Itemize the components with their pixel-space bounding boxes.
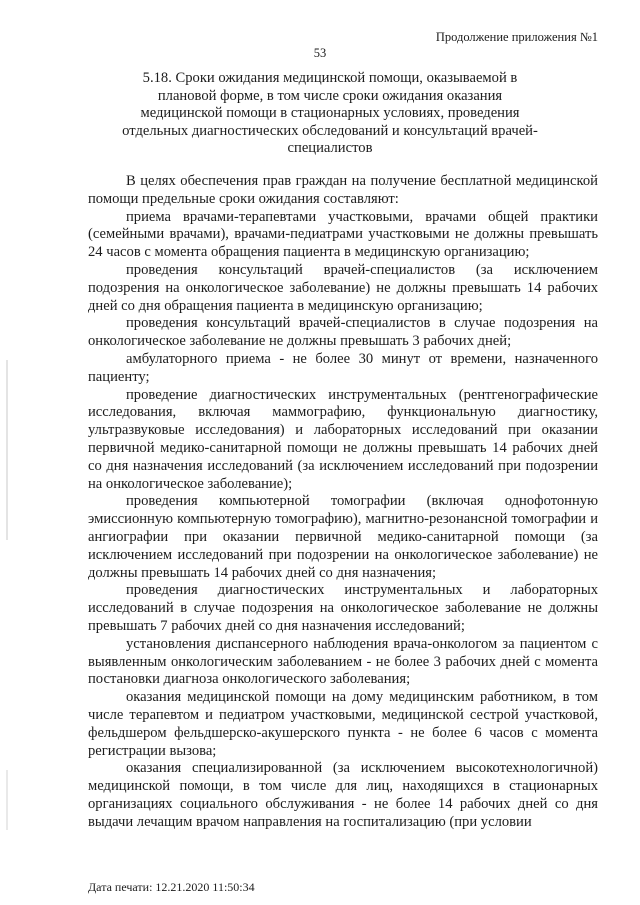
body-paragraph: проведения консультаций врачей-специалистов (за исключением подозрения на онкологическое заболевание) не должны превышать 14 рабочих дней со дня обращения пациента в медицинскую организацию; [88,261,598,314]
margin-scan-mark [6,360,8,540]
body-paragraph: проведения диагностических инструментальных и лабораторных исследований в случае подозрения на онкологическое заболевание не должны превышать 7 рабочих дней со дня назначения исследований; [88,582,598,634]
body-paragraph: проведение диагностических инструментальных (рентгенографические исследования, включая маммографию, функциональную диагностику, ультразвуковые исследования) и лабораторных исследований при оказании первичной медико-санитарной помощи не должны превышать 14 рабочих дней со дня назначения исследований (за исключением исследований при подозрении на онкологическое заболевание); [88,386,598,492]
body-paragraph: установления диспансерного наблюдения врача-онкологом за пациентом с выявленным онкологическим заболеванием - не более 3 рабочих дней с момента постановки диагноза онкологического заболевания; [88,635,598,688]
body-paragraph: проведения компьютерной томографии (включая однофотонную эмиссионную компьютерную томографию), магнитно-резонансной томографии и ангиографии при оказании первичной медико-санитарной помощи (за исключением исследований при подозрении на онкологическое заболевание) не должны превышать 14 рабочих дней со дня назначения; [88,493,598,581]
margin-scan-mark [6,770,8,830]
body-paragraph: оказания медицинской помощи на дому медицинским работником, в том числе терапевтом и педиатром участковыми, медицинской сестрой участковой, фельдшером фельдшерско-акушерского пункта - не более 6 часов с момента регистрации вызова; [88,689,598,759]
page-number: 53 [313,46,327,60]
body-paragraph: приема врачами-терапевтами участковыми, врачами общей практики (семейными врачами), врачами-педиатрами участковыми не должны превышать 24 часов с момента обращения пациента в медицинскую организацию; [88,208,598,261]
document-body [88,173,598,831]
appendix-continuation-note: Продолжение приложения №1 [435,30,598,44]
body-paragraph: В целях обеспечения прав граждан на получение бесплатной медицинской помощи предельные сроки ожидания составляют: [88,173,598,207]
body-paragraph: амбулаторного приема - не более 30 минут от времени, назначенного пациенту; [88,350,598,385]
body-paragraph: проведения консультаций врачей-специалистов в случае подозрения на онкологическое заболевание не должны превышать 3 рабочих дней; [88,315,598,350]
print-date: Дата печати: 12.21.2020 11:50:34 [88,880,255,894]
section-heading: 5.18. Сроки ожидания медицинской помощи, оказываемой в плановой форме, в том числе сроки ожидания оказания медицинской помощи в стационарных условиях, проведения отдельных диагностических обследований и консультаций врачей-специалистов [122,70,538,156]
body-paragraph: оказания специализированной (за исключением высокотехнологичной) медицинской помощи, в том числе для лиц, находящихся в стационарных организациях социального обслуживания - не более 14 рабочих дней со дня выдачи лечащим врачом направления на госпитализацию (при условии [88,760,598,830]
